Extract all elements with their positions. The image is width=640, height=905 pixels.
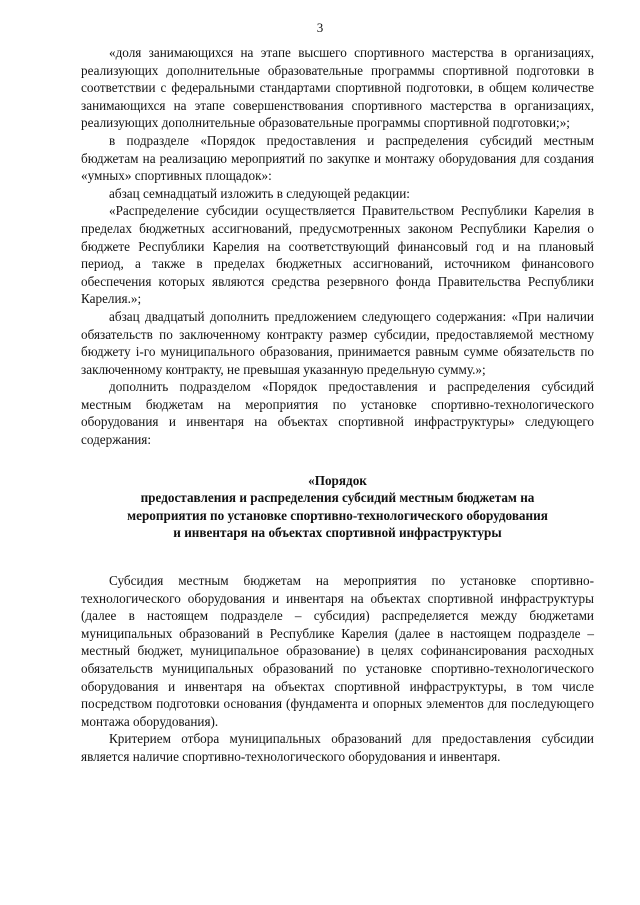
paragraph-selection-criterion: Критерием отбора муниципальных образований для предоставления субсидии является наличие спортивно-технологического оборудования и инвентаря. <box>81 731 594 764</box>
heading-line-1: «Порядок <box>308 472 367 488</box>
document-body <box>81 44 594 766</box>
paragraph-contract-obligations: абзац двадцатый дополнить предложением следующего содержания: «При наличии обязательств по заключенному контракту размер субсидии, предоставляемой местному бюджету i-го муниципального образования, принимается равным сумме обязательств по заключенному контракту, не превышая указанную предельную сумму.»; <box>81 308 594 377</box>
paragraph-indicator-definition: «доля занимающихся на этапе высшего спортивного мастерства в организациях, реализующих дополнительные образовательные программы спортивной подготовки в соответствии с федеральными стандартами спортивной подготовки, в общем количестве занимающихся на этапе совершенствования спортивного мастерства в организациях, реализующих дополнительные образовательные программы спортивной подготовки;»; <box>81 45 594 131</box>
heading-line-4: и инвентаря на объектах спортивной инфраструктуры <box>173 525 502 541</box>
heading-line-3: мероприятия по установке спортивно-технологического оборудования <box>127 507 548 523</box>
paragraph-subsection-reference: в подразделе «Порядок предоставления и распределения субсидий местным бюджетам на реализацию мероприятий по закупке и монтажу оборудования для создания «умных» спортивных площадок»: <box>81 132 594 184</box>
paragraph-subsidy-description: Субсидия местным бюджетам на мероприятия по установке спортивно-технологического оборудования и инвентаря на объектах спортивной инфраструктуры (далее в настоящем подразделе – субсидия) распределяется между бюджетами муниципальных образований в Республике Карелия (далее в настоящем подразделе – местный бюджет, муниципальное образование) в целях софинансирования расходных обязательств муниципальных образований по установке спортивно-технологического оборудования и инвентаря на объектах спортивной инфраструктуры, в том числе посредством подготовки основания (фундамента и опорных элементов для последующего монтажа оборудования). <box>81 573 594 729</box>
paragraph-amendment-instruction: абзац семнадцатый изложить в следующей редакции: <box>109 185 410 201</box>
paragraph-distribution-rule: «Распределение субсидии осуществляется Правительством Республики Карелия в пределах бюджетных ассигнований, предусмотренных законом Республики Карелия о бюджете Республики Карелия на соответствующий финансовый год и на плановый период, а также в пределах бюджетных ассигнований, источником финансового обеспечения которых являются средства резервного фонда Правительства Республики Карелия.»; <box>81 203 594 307</box>
page-number: 3 <box>316 20 324 35</box>
paragraph-add-subsection: дополнить подразделом «Порядок предоставления и распределения субсидий местным бюджетам на мероприятия по установке спортивно-технологического оборудования и инвентаря на объектах спортивной инфраструктуры» следующего содержания: <box>81 379 594 448</box>
section-heading <box>81 472 594 542</box>
heading-line-2: предоставления и распределения субсидий местным бюджетам на <box>140 490 535 506</box>
